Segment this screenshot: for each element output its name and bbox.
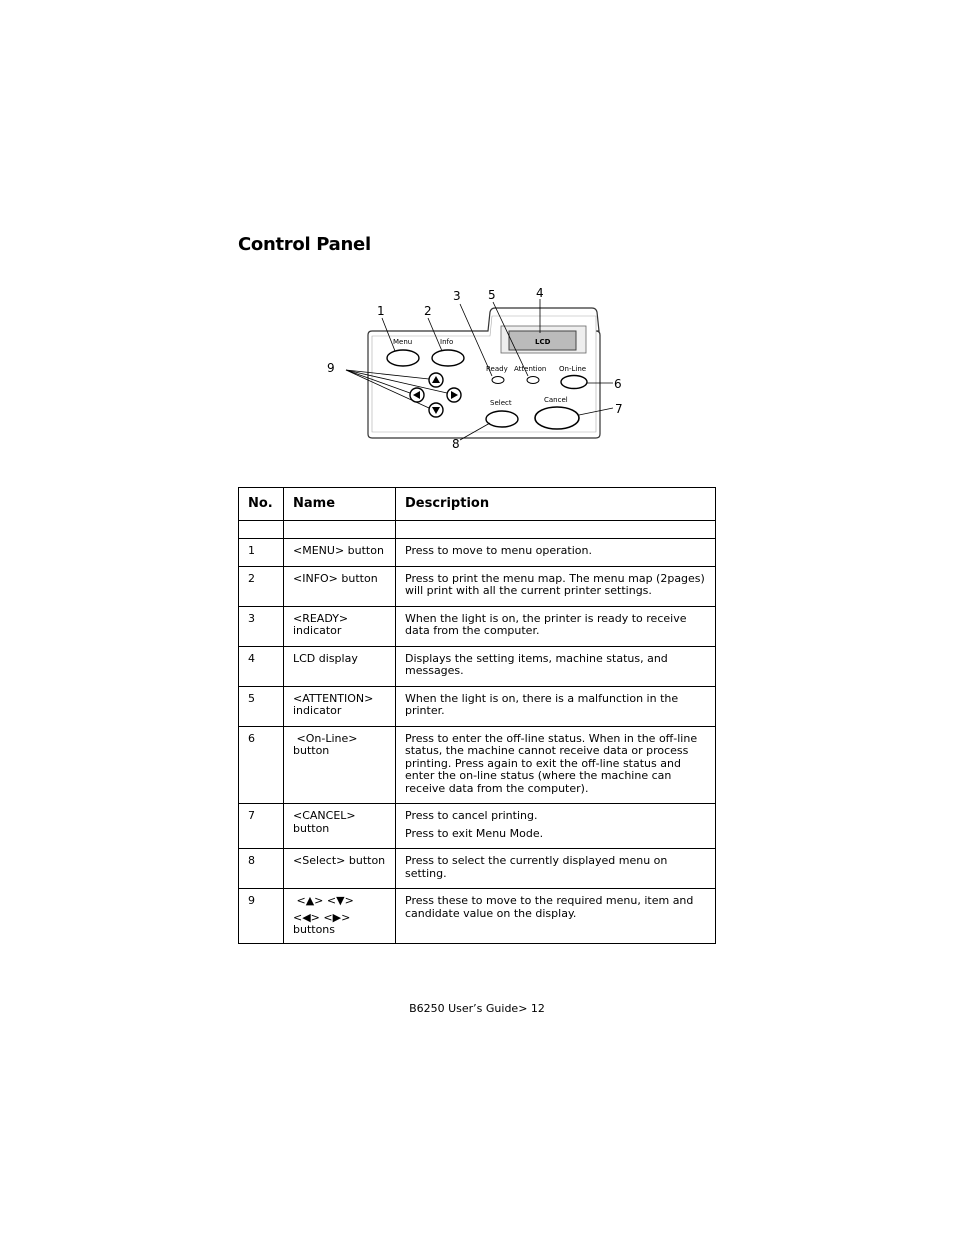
row-no: 1: [239, 539, 284, 567]
table-row: [239, 849, 716, 889]
table-header-row: [239, 488, 716, 521]
callout-9: 9: [327, 361, 335, 375]
row-name: LCD display: [284, 646, 396, 686]
callout-2: 2: [424, 304, 432, 318]
cancel-button: [535, 407, 579, 429]
row-name: [284, 889, 396, 944]
row-description: When the light is on, there is a malfunction in the printer.: [396, 686, 716, 726]
online-label: On-Line: [559, 365, 587, 373]
callout-4: 4: [536, 286, 544, 300]
row-description: Press these to move to the required menu, item and candidate value on the display.: [396, 889, 716, 944]
select-label: Select: [490, 399, 512, 407]
row-description: Press to enter the off-line status. When in the off-line status, the machine cannot receive data or process printing. Press again to exit the off-line status and enter the on-line status (where the machine can receive data from the computer).: [396, 726, 716, 804]
table-row: [239, 646, 716, 686]
ready-indicator: [492, 377, 504, 384]
attention-indicator: [527, 377, 539, 384]
row-description: Press to print the menu map. The menu map (2pages) will print with all the current printer settings.: [396, 566, 716, 606]
control-panel-table: [238, 487, 716, 944]
info-button: [432, 350, 464, 366]
row-no: 6: [239, 726, 284, 804]
header-name: Name: [284, 488, 396, 521]
header-spacer-row: [239, 521, 716, 539]
row-no: 4: [239, 646, 284, 686]
select-button: [486, 411, 518, 427]
table-row: [239, 804, 716, 849]
down-arrow-button: [429, 403, 443, 417]
info-label: Info: [440, 338, 454, 346]
row-name: <READY> indicator: [284, 606, 396, 646]
row-name: <On-Line> button: [284, 726, 396, 804]
row-no: 5: [239, 686, 284, 726]
row-no: 3: [239, 606, 284, 646]
header-description: Description: [396, 488, 716, 521]
control-panel-diagram: [320, 282, 630, 452]
table-row: [239, 889, 716, 944]
arrow-keys-line-2: <◀> <▶>: [293, 910, 351, 924]
table-row: [239, 539, 716, 567]
row-description: Displays the setting items, machine status, and messages.: [396, 646, 716, 686]
row-description: Press to move to menu operation.: [396, 539, 716, 567]
ready-label: Ready: [486, 365, 508, 373]
row-name: <MENU> button: [284, 539, 396, 567]
callout-7: 7: [615, 402, 623, 416]
callout-3: 3: [453, 289, 461, 303]
attention-label: Attention: [514, 365, 547, 373]
table-row: [239, 686, 716, 726]
row-name: <ATTENTION> indicator: [284, 686, 396, 726]
row-description: Press to select the currently displayed menu on setting.: [396, 849, 716, 889]
menu-label: Menu: [393, 338, 413, 346]
callout-8: 8: [452, 437, 460, 451]
row-no: 8: [239, 849, 284, 889]
row-description: When the light is on, the printer is ready to receive data from the computer.: [396, 606, 716, 646]
row-name: <CANCEL> button: [284, 804, 396, 849]
callout-1: 1: [377, 304, 385, 318]
arrow-keys-line-1: <▲> <▼>: [293, 894, 354, 907]
row-description: Press to cancel printing. Press to exit Menu Mode.: [396, 804, 716, 849]
right-arrow-button: [447, 388, 461, 402]
row-name: <Select> button: [284, 849, 396, 889]
table-row: [239, 606, 716, 646]
cancel-label: Cancel: [544, 396, 568, 404]
row-no: 7: [239, 804, 284, 849]
page-footer: B6250 User’s Guide> 12: [409, 1002, 545, 1015]
table-row: [239, 566, 716, 606]
menu-button: [387, 350, 419, 366]
row-no: 9: [239, 889, 284, 944]
lcd-label: LCD: [535, 338, 551, 346]
up-arrow-button: [429, 373, 443, 387]
control-panel-illustration: [320, 282, 630, 452]
page-title: Control Panel: [238, 234, 371, 255]
callout-6: 6: [614, 377, 622, 391]
row-no: 2: [239, 566, 284, 606]
header-no: No.: [239, 488, 284, 521]
online-button: [561, 376, 587, 389]
arrow-keys-line-3: buttons: [293, 923, 336, 936]
callout-5: 5: [488, 288, 496, 302]
table-row: [239, 726, 716, 804]
row-name: <INFO> button: [284, 566, 396, 606]
